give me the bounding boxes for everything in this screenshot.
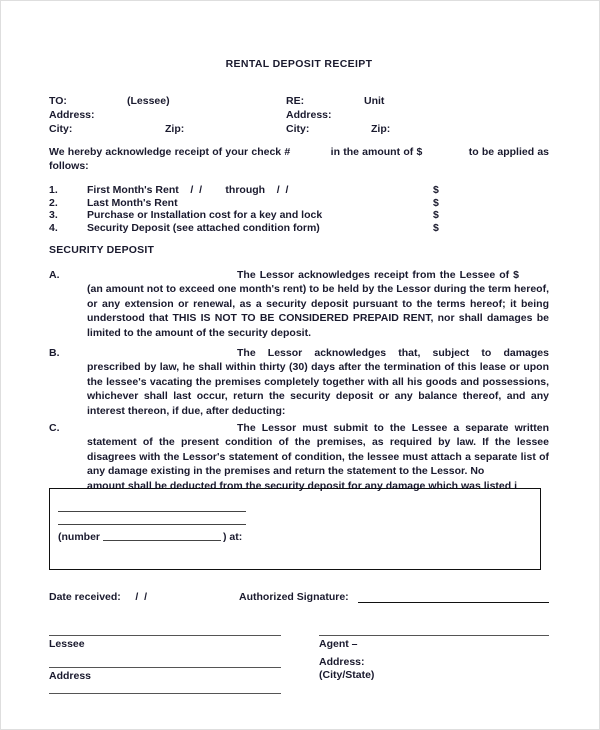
re-label: RE: xyxy=(286,95,305,107)
item-amount: $ xyxy=(433,221,439,234)
item-number: 4. xyxy=(49,221,58,234)
item-description: Last Month's Rent xyxy=(87,196,178,209)
clause-text: prescribed by law, he shall within thirty (30) days after the termination of this lease or upon the lessee's vacating the premises completely together with all his goods and possessions, whichever shall last occur, return the security deposit or any balance thereof, and any interest thereon, if due, after deducting: xyxy=(87,361,549,417)
clause-lead: The Lessor must submit to the Lessee a separate written xyxy=(237,422,549,434)
item-description: Purchase or Installation cost for a key and lock xyxy=(87,209,323,222)
date-received-label: Date received: / / xyxy=(49,591,148,603)
number-input-blank[interactable] xyxy=(103,540,221,541)
blank-write-in-line[interactable] xyxy=(58,511,246,512)
item-amount: $ xyxy=(433,196,439,209)
clause-text: (an amount not to exceed one month's rent) to be held by the Lessor during the term hereof, or any extension or renewal, as a security deposit pursuant to the terms hereof; it being understood that THIS IS NOT TO BE CONSIDERED PREPAID RENT, nor shall damages be limited to the amount of the security deposit. xyxy=(87,283,549,339)
page-title: RENTAL DEPOSIT RECEIPT xyxy=(225,58,373,70)
clause-a xyxy=(49,268,549,340)
lessee-city-label: City: xyxy=(49,123,73,135)
number-suffix-label: ) at: xyxy=(223,531,243,543)
lessee-signature-line[interactable] xyxy=(49,635,281,636)
acknowledgment-part3: to be applied as follows: xyxy=(49,146,550,172)
agent-city-state-label: (City/State) xyxy=(319,669,375,681)
item-number: 1. xyxy=(49,184,58,196)
clause-amount-symbol: $ xyxy=(513,269,519,281)
list-item xyxy=(49,222,549,235)
party-row-city-zip xyxy=(49,123,549,137)
blank-write-in-line[interactable] xyxy=(58,524,246,525)
clause-body xyxy=(87,421,549,493)
party-information-block xyxy=(49,95,549,137)
clause-text: statement of the present condition of the premises, as required by law. If the lessee disagrees with the Lessor's statement of condition, the lessee must attach a separate list of any damage existing in the premises and return the statement to the Lessor. No xyxy=(87,436,549,478)
to-value: (Lessee) xyxy=(127,95,170,107)
party-row-address xyxy=(49,109,549,123)
application-items-list xyxy=(49,184,549,234)
address-caption: Address xyxy=(49,670,92,682)
clause-body xyxy=(87,268,549,340)
agent-caption: Agent – xyxy=(319,638,358,650)
item-amount: $ xyxy=(433,209,439,222)
lessee-caption: Lessee xyxy=(49,638,85,650)
fill-in-box xyxy=(49,488,541,570)
clause-body xyxy=(87,346,549,418)
clause-last-line: amount shall be deducted from the security deposit for any damage which was listed i xyxy=(87,479,518,492)
authorized-signature-line[interactable] xyxy=(358,602,549,603)
lessee-zip-label: Zip: xyxy=(165,123,185,135)
unit-zip-label: Zip: xyxy=(371,123,391,135)
item-number: 2. xyxy=(49,196,58,209)
lessee-address-label: Address: xyxy=(49,109,95,121)
section-heading-security-deposit: SECURITY DEPOSIT xyxy=(49,244,155,256)
re-value: Unit xyxy=(364,95,385,107)
agent-signature-line[interactable] xyxy=(319,635,549,636)
unit-city-label: City: xyxy=(286,123,310,135)
agent-address-label: Address: xyxy=(319,656,365,668)
lessee-address-line-2[interactable] xyxy=(49,693,281,694)
to-label: TO: xyxy=(49,95,67,107)
clause-letter: A. xyxy=(49,269,60,281)
list-item xyxy=(49,209,549,222)
item-number: 3. xyxy=(49,209,58,222)
authorized-signature-label: Authorized Signature: xyxy=(239,591,349,603)
acknowledgment-part1: We hereby acknowledge receipt of your check # xyxy=(49,146,291,158)
document-sheet xyxy=(49,1,549,730)
party-row-to xyxy=(49,95,549,109)
list-item xyxy=(49,197,549,210)
item-amount: $ xyxy=(433,184,439,196)
clause-letter: C. xyxy=(49,422,60,434)
clause-lead: The Lessor acknowledges that, subject to damages xyxy=(237,347,549,359)
acknowledgment-part2: in the amount of $ xyxy=(330,146,423,158)
unit-address-label: Address: xyxy=(286,109,332,121)
clause-lead: The Lessor acknowledges receipt from the Lessee of xyxy=(237,269,510,281)
clause-b xyxy=(49,346,549,418)
number-prefix-label: (number xyxy=(58,531,100,543)
item-description: Security Deposit (see attached condition form) xyxy=(87,221,320,234)
acknowledgment-paragraph xyxy=(49,145,549,173)
number-field-line xyxy=(58,531,242,543)
lessee-address-line-1[interactable] xyxy=(49,667,281,668)
item-description: First Month's Rent / / through / / xyxy=(87,184,289,196)
list-item xyxy=(49,184,549,197)
clause-c xyxy=(49,421,549,493)
clause-letter: B. xyxy=(49,347,60,359)
